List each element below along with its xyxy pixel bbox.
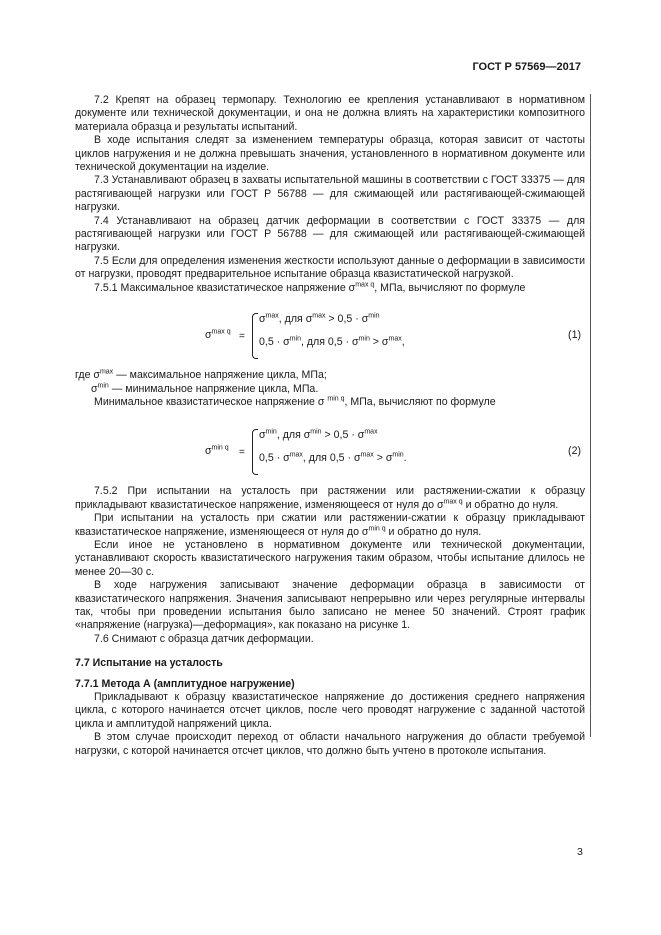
formula-2-case-1: $\sigma^{min}$, для $\sigma^{min} > 0,5 \cdot \sigma^{max}$ xyxy=(259,428,378,442)
section-7-7-heading: 7.7 Испытание на усталость xyxy=(75,657,223,670)
change-bar xyxy=(590,94,591,737)
formula-2-brace xyxy=(252,429,258,475)
document-header: ГОСТ Р 57569—2017 xyxy=(472,61,581,73)
para-7-5-2: 7.5.2 При испытании на усталость при растяжении или растяжении-сжатии к образцу прикладывают квазистатическое напряжение, изменяющееся от нуля до $\sigma^{max q}$ и обратно до нуля. xyxy=(75,485,585,511)
para-min-stress: Минимальное квазистатическое напряжение σ $^{min q}$, МПа, вычисляют по формуле xyxy=(94,395,496,408)
para-7-5-2-rate: Если иное не установлено в нормативном документе или технической документации, устанавливают скорость квазистатического нагружения таким образом, чтобы испытание длилось не менее 20—30 с. xyxy=(75,538,585,578)
formula-2-number: (2) xyxy=(568,445,581,458)
para-7-7-1-a: Прикладывают к образцу квазистатическое напряжение до достижения среднего напряжения цикла, с которого начинается отсчет циклов, после чего проводят нагружение с заданной частотой цикла и амплитудой напряжений цикла. xyxy=(75,691,585,730)
formula-2: $\sigma^{min q}$ = $\sigma^{min}$, для $\sigma^{min} > 0,5 \cdot \sigma^{max}$ $0,5 \cdot \sigma^{max}$, для $0,5 \cdot \sigma^{max} > \sigma^{min}$. (2) xyxy=(75,429,585,475)
para-7-2: 7.2 Крепят на образец термопару. Технологию ее крепления устанавливают в нормативном документе или технической документации, и она не должна влиять на характеристики композитного материала образца и результаты испытаний. xyxy=(75,94,585,133)
formula-1-number: (1) xyxy=(568,329,581,342)
para-7-2-cont: В ходе испытания следят за изменением температуры образца, которая зависит от частоты циклов нагружения и не должна превышать значения, установленного в нормативном документе или технической документации на изделие. xyxy=(75,134,585,174)
para-7-5: 7.5 Если для определения изменения жесткости используют данные о деформации в зависимости от нагрузки, проводят предварительное испытание образца квазистатической нагрузкой. xyxy=(75,254,585,281)
where-min: $\sigma^{min}$ — минимальное напряжение цикла, МПа. xyxy=(91,381,319,395)
section-7-7-1-heading: 7.7.1 Метода А (амплитудное нагружение) xyxy=(75,677,295,690)
para-7-5-2-compression: При испытании на усталость при сжатии или растяжении-сжатии к образцу прикладывают квазистатическое напряжение, изменяющееся от нуля до $\sigma^{min q}$ и обратно до нуля. xyxy=(75,512,585,538)
para-7-5-1: 7.5.1 Максимальное квазистатическое напряжение $\sigma^{max q}$, МПа, вычисляют по формуле xyxy=(94,281,526,294)
formula-1-case-1: $\sigma^{max}$, для $\sigma^{max} > 0,5 \cdot \sigma^{min}$ xyxy=(259,312,380,326)
para-7-3: 7.3 Устанавливают образец в захваты испытательной машины в соответствии с ГОСТ 33375 — для растягивающей нагрузки или ГОСТ Р 56788 — для сжимающей или растягивающей-сжимающей нагрузки. xyxy=(75,174,585,214)
where-max: где $\sigma^{max}$ — максимальное напряжение цикла, МПа; xyxy=(75,368,327,382)
formula-1-brace xyxy=(252,313,258,359)
formula-1-lhs: $\sigma^{max q}$ xyxy=(205,328,231,342)
para-7-5-2-record: В ходе нагружения записывают значение деформации образца в зависимости от квазистатического напряжения. Значения записывают непрерывно или через регулярные интервалы так, чтобы при проведении испытания было записано не менее 50 значений. Строят график «напряжение (нагрузка)—деформация», как показано на рисунке 1. xyxy=(75,579,585,632)
para-7-7-1-b: В этом случае происходит переход от области начального нагружения до области требуемой нагрузки, с которой начинается отсчет циклов, что должно быть учтено в протоколе испытания. xyxy=(75,731,585,757)
para-7-6: 7.6 Снимают с образца датчик деформации. xyxy=(94,632,314,645)
formula-2-lhs: $\sigma^{min q}$ xyxy=(205,444,229,458)
page-content xyxy=(75,94,585,758)
formula-1: $\sigma^{max q}$ = $\sigma^{max}$, для $\sigma^{max} > 0,5 \cdot \sigma^{min}$ $0,5 \cdot \sigma^{min}$, для $0,5 \cdot \sigma^{min} > \sigma^{max}$, (1) xyxy=(75,313,585,359)
formula-2-case-2: $0,5 \cdot \sigma^{max}$, для $0,5 \cdot \sigma^{max} > \sigma^{min}$. xyxy=(259,451,407,465)
para-7-4: 7.4 Устанавливают на образец датчик деформации в соответствии с ГОСТ 33375 — для растягивающей нагрузки или ГОСТ Р 56788 — для сжимающей или растягивающей-сжимающей нагрузки. xyxy=(75,214,585,254)
page-number: 3 xyxy=(577,846,583,858)
formula-1-case-2: $0,5 \cdot \sigma^{min}$, для $0,5 \cdot \sigma^{min} > \sigma^{max}$, xyxy=(259,335,405,349)
